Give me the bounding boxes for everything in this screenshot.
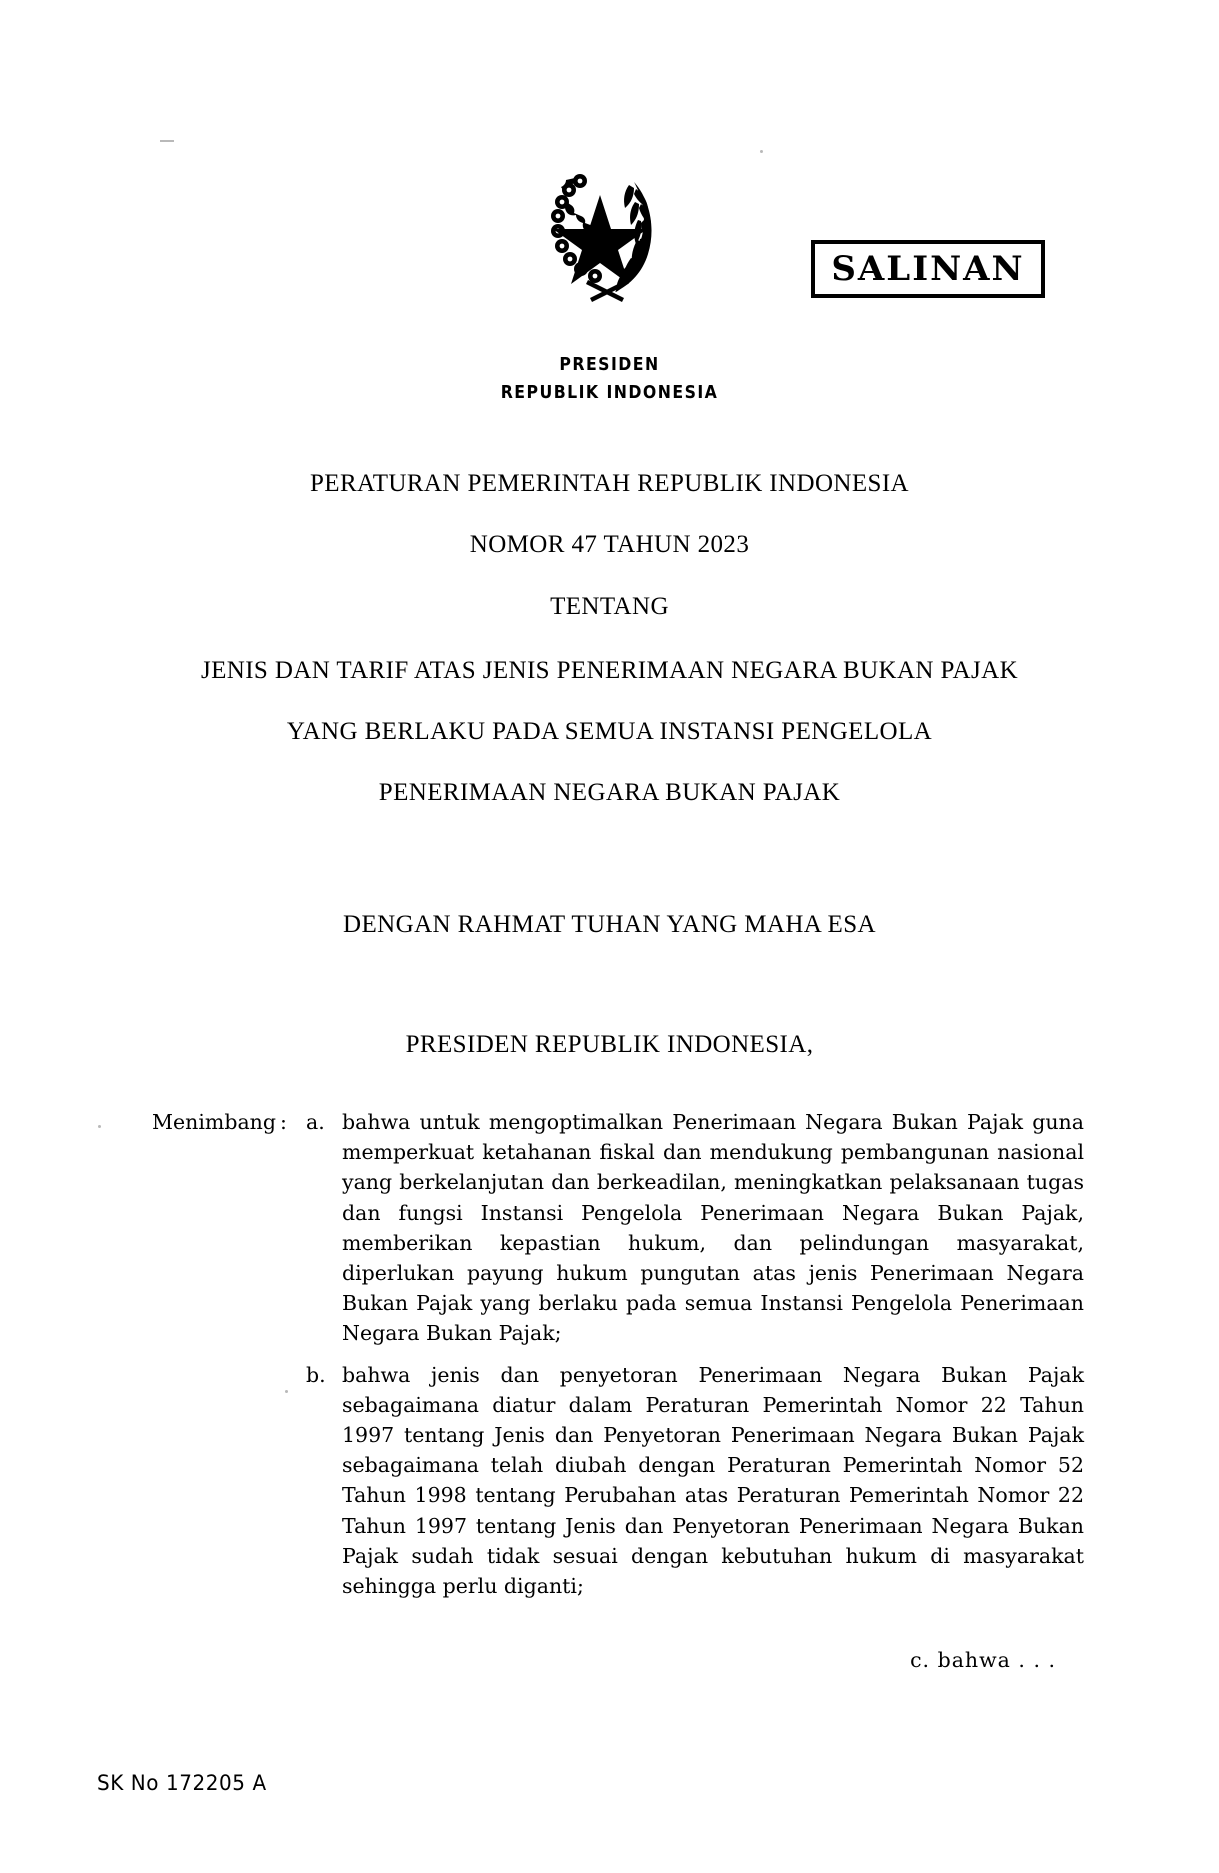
footer-document-code: SK No 172205 A	[97, 1771, 267, 1795]
considerans-item-letter: b.	[306, 1362, 326, 1387]
considerans-item-text: bahwa jenis dan penyetoran Penerimaan Negara Bukan Pajak sebagaimana diatur dalam Peraturan Pemerintah Nomor 22 Tahun 1997 tentang Jenis dan Penyetoran Penerimaan Negara Bukan Pajak sebagaimana telah diubah dengan Peraturan Pemerintah Nomor 52 Tahun 1998 tentang Perubahan atas Peraturan Pemerintah Nomor 22 Tahun 1997 tentang Jenis dan Penyetoran Penerimaan Negara Bukan Pajak sudah tidak sesuai dengan kebutuhan hukum di masyarakat sehingga perlu diganti;	[342, 1362, 1084, 1599]
title-subject-line-1: JENIS DAN TARIF ATAS JENIS PENERIMAAN NEGARA BUKAN PAJAK	[200, 657, 1019, 684]
page-continuation-marker: c. bahwa . . .	[910, 1648, 1056, 1672]
registration-mark	[160, 140, 174, 142]
preamble-blessing: DENGAN RAHMAT TUHAN YANG MAHA ESA	[343, 911, 876, 938]
considerans-colon: :	[280, 1110, 287, 1134]
registration-mark	[98, 1125, 101, 1128]
considerans-item-a	[152, 1107, 1084, 1349]
title-number: NOMOR 47 TAHUN 2023	[469, 531, 750, 558]
salinan-label: SALINAN	[831, 249, 1025, 289]
title-regulation-type: PERATURAN PEMERINTAH REPUBLIK INDONESIA	[309, 470, 910, 497]
letterhead-line-presiden: PRESIDEN	[559, 355, 660, 375]
preamble-block	[0, 911, 1219, 1059]
considerans-item-letter: a.	[306, 1110, 325, 1134]
registration-mark	[760, 150, 763, 153]
letterhead-line-republik-indonesia: REPUBLIK INDONESIA	[500, 383, 719, 403]
document-title-block	[0, 470, 1219, 807]
title-about-label: TENTANG	[550, 593, 669, 620]
garuda-star-wreath-icon	[516, 158, 666, 306]
preamble-authority: PRESIDEN REPUBLIK INDONESIA,	[405, 1031, 814, 1058]
considerans-item-b	[152, 1360, 1084, 1602]
title-subject-line-3: PENERIMAAN NEGARA BUKAN PAJAK	[378, 779, 841, 806]
salinan-stamp	[811, 240, 1045, 298]
considerans-label: Menimbang	[152, 1110, 276, 1134]
letterhead	[61, 351, 1158, 407]
title-subject-line-2: YANG BERLAKU PADA SEMUA INSTANSI PENGELOLA	[286, 718, 933, 745]
presidential-emblem	[516, 158, 666, 306]
considerans-section	[152, 1107, 1084, 1601]
considerans-item-text: bahwa untuk mengoptimalkan Penerimaan Negara Bukan Pajak guna memperkuat ketahanan fiskal dan mendukung pembangunan nasional yang berkelanjutan dan berkeadilan, meningkatkan pelaksanaan tugas dan fungsi Instansi Pengelola Penerimaan Negara Bukan Pajak, memberikan kepastian hukum, dan pelindungan masyarakat, diperlukan payung hukum pungutan atas jenis Penerimaan Negara Bukan Pajak yang berlaku pada semua Instansi Pengelola Penerimaan Negara Bukan Pajak;	[342, 1110, 1084, 1346]
